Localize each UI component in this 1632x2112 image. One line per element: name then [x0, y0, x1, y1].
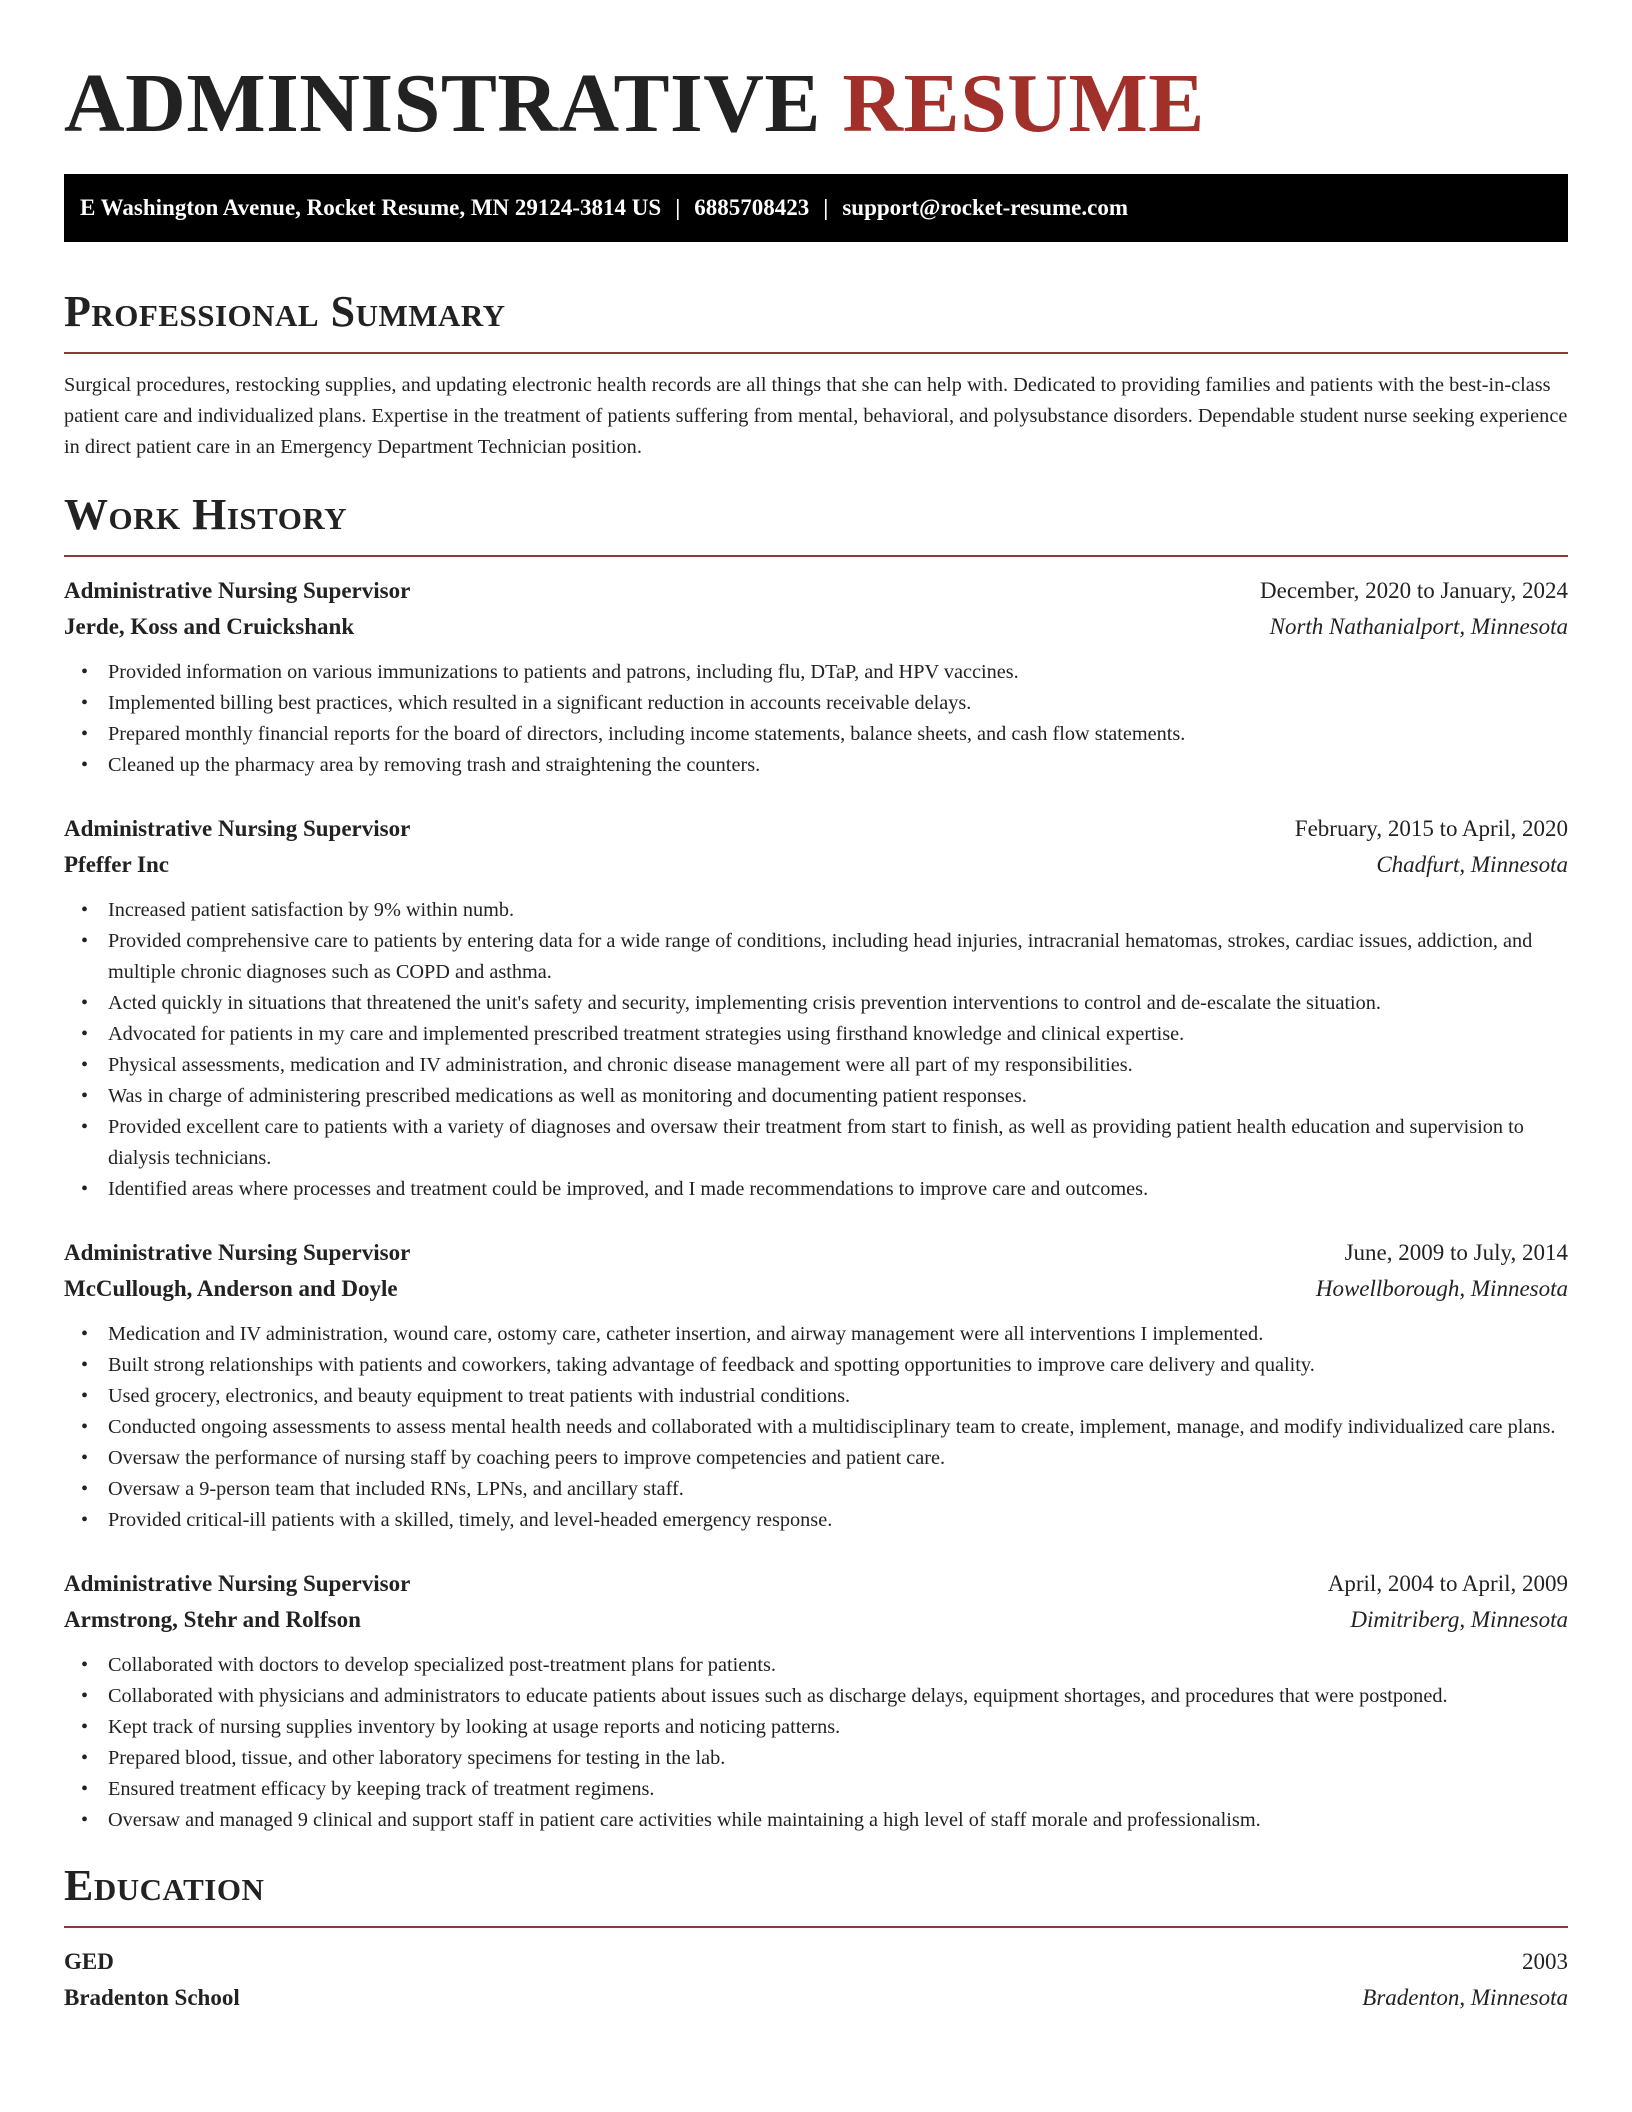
- work-history-section: [64, 489, 1568, 1836]
- list-item: • Collaborated with physicians and administrators to educate patients about issues such as discharge delays, equipment shortages, and procedures that were postponed.: [64, 1681, 1568, 1712]
- job-company-row: [64, 1602, 1568, 1638]
- education-degree: GED: [64, 1949, 114, 1974]
- job-dates: December, 2020 to January, 2024: [1260, 578, 1568, 603]
- job-bullets: [64, 1319, 1568, 1536]
- job-location: North Nathanialport, Minnesota: [1269, 614, 1568, 639]
- education-school: Bradenton School: [64, 1985, 240, 2010]
- section-heading-work-history: Work History: [64, 490, 348, 539]
- section-divider: [64, 352, 1568, 354]
- education-location: Bradenton, Minnesota: [1362, 1985, 1568, 2010]
- list-item: • Prepared monthly financial reports for the board of directors, including income statements, balance sheets, and cash flow statements.: [64, 719, 1568, 750]
- job-company: Jerde, Koss and Cruickshank: [64, 614, 355, 639]
- education-year: 2003: [1522, 1949, 1568, 1974]
- job-location: Dimitriberg, Minnesota: [1350, 1607, 1568, 1632]
- job-dates: April, 2004 to April, 2009: [1327, 1571, 1568, 1596]
- education-entry: [64, 1944, 1568, 2016]
- list-item: • Oversaw the performance of nursing staff by coaching peers to improve competencies and patient care.: [64, 1443, 1568, 1474]
- education-degree-row: [64, 1944, 1568, 1980]
- job-location: Chadfurt, Minnesota: [1376, 852, 1568, 877]
- summary-section: [64, 286, 1568, 463]
- list-item: • Oversaw and managed 9 clinical and support staff in patient care activities while maintaining a high level of staff morale and professionalism.: [64, 1805, 1568, 1836]
- list-item: • Was in charge of administering prescribed medications as well as monitoring and documenting patient responses.: [64, 1081, 1568, 1112]
- job-title: Administrative Nursing Supervisor: [64, 1571, 411, 1596]
- contact-email[interactable]: support@rocket-resume.com: [842, 195, 1128, 220]
- job-bullets: [64, 657, 1568, 781]
- job-header-row: [64, 1566, 1568, 1602]
- job-dates: February, 2015 to April, 2020: [1294, 816, 1568, 841]
- contact-separator: |: [675, 195, 681, 220]
- job-company: Pfeffer Inc: [64, 852, 169, 877]
- job-entry: [64, 1566, 1568, 1836]
- resume-title: [64, 0, 1568, 152]
- education-school-row: [64, 1980, 1568, 2016]
- title-main: ADMINISTRATIVE: [64, 57, 821, 150]
- contact-separator: |: [823, 195, 829, 220]
- job-header-row: [64, 573, 1568, 609]
- section-heading-education: Education: [64, 1861, 265, 1910]
- job-company-row: [64, 1271, 1568, 1307]
- job-bullets: [64, 1650, 1568, 1836]
- list-item: • Implemented billing best practices, which resulted in a significant reduction in accounts receivable delays.: [64, 688, 1568, 719]
- job-title: Administrative Nursing Supervisor: [64, 1240, 411, 1265]
- list-item: • Identified areas where processes and treatment could be improved, and I made recommendations to improve care and outcomes.: [64, 1174, 1568, 1205]
- job-dates: June, 2009 to July, 2014: [1344, 1240, 1568, 1265]
- job-company: Armstrong, Stehr and Rolfson: [64, 1607, 361, 1632]
- list-item: • Medication and IV administration, wound care, ostomy care, catheter insertion, and airway management were all interventions I implemented.: [64, 1319, 1568, 1350]
- job-company: McCullough, Anderson and Doyle: [64, 1276, 398, 1301]
- job-bullets: [64, 895, 1568, 1205]
- summary-text: Surgical procedures, restocking supplies, and updating electronic health records are all things that she can help with. Dedicated to providing families and patients with the best-in-class patient care and individualized plans. Expertise in the treatment of patients suffering from mental, behavioral, and polysubstance disorders. Dependable student nurse seeking experience in direct patient care in an Emergency Department Technician position.: [64, 374, 1568, 458]
- list-item: • Used grocery, electronics, and beauty equipment to treat patients with industrial conditions.: [64, 1381, 1568, 1412]
- list-item: • Physical assessments, medication and IV administration, and chronic disease management were all part of my responsibilities.: [64, 1050, 1568, 1081]
- list-item: • Provided comprehensive care to patients by entering data for a wide range of conditions, including head injuries, intracranial hematomas, strokes, cardiac issues, addiction, and multiple chronic diagnoses such as COPD and asthma.: [64, 926, 1568, 988]
- job-header-row: [64, 811, 1568, 847]
- list-item: • Provided critical-ill patients with a skilled, timely, and level-headed emergency response.: [64, 1505, 1568, 1536]
- list-item: • Increased patient satisfaction by 9% within numb.: [64, 895, 1568, 926]
- list-item: • Prepared blood, tissue, and other laboratory specimens for testing in the lab.: [64, 1743, 1568, 1774]
- education-section: [64, 1860, 1568, 2016]
- job-entry: [64, 573, 1568, 781]
- section-divider: [64, 555, 1568, 557]
- section-divider: [64, 1926, 1568, 1928]
- job-title: Administrative Nursing Supervisor: [64, 816, 411, 841]
- job-title: Administrative Nursing Supervisor: [64, 578, 411, 603]
- list-item: • Conducted ongoing assessments to assess mental health needs and collaborated with a multidisciplinary team to create, implement, manage, and modify individualized care plans.: [64, 1412, 1568, 1443]
- list-item: • Advocated for patients in my care and implemented prescribed treatment strategies using firsthand knowledge and clinical expertise.: [64, 1019, 1568, 1050]
- list-item: • Acted quickly in situations that threatened the unit's safety and security, implementing crisis prevention interventions to control and de-escalate the situation.: [64, 988, 1568, 1019]
- contact-bar: [64, 174, 1568, 242]
- list-item: • Provided excellent care to patients with a variety of diagnoses and oversaw their treatment from start to finish, as well as providing patient health education and supervision to dialysis technicians.: [64, 1112, 1568, 1174]
- list-item: • Collaborated with doctors to develop specialized post-treatment plans for patients.: [64, 1650, 1568, 1681]
- list-item: • Cleaned up the pharmacy area by removing trash and straightening the counters.: [64, 750, 1568, 781]
- job-header-row: [64, 1235, 1568, 1271]
- list-item: • Built strong relationships with patients and coworkers, taking advantage of feedback and spotting opportunities to improve care delivery and quality.: [64, 1350, 1568, 1381]
- list-item: • Oversaw a 9-person team that included RNs, LPNs, and ancillary staff.: [64, 1474, 1568, 1505]
- title-accent: RESUME: [842, 57, 1205, 150]
- job-entry: [64, 1235, 1568, 1536]
- job-company-row: [64, 847, 1568, 883]
- list-item: • Provided information on various immunizations to patients and patrons, including flu, DTaP, and HPV vaccines.: [64, 657, 1568, 688]
- section-heading-summary: Professional Summary: [64, 287, 506, 336]
- job-location: Howellborough, Minnesota: [1315, 1276, 1568, 1301]
- list-item: • Kept track of nursing supplies inventory by looking at usage reports and noticing patterns.: [64, 1712, 1568, 1743]
- contact-address: E Washington Avenue, Rocket Resume, MN 29124-3814 US: [80, 195, 662, 220]
- job-entry: [64, 811, 1568, 1205]
- job-company-row: [64, 609, 1568, 645]
- list-item: • Ensured treatment efficacy by keeping track of treatment regimens.: [64, 1774, 1568, 1805]
- contact-phone: 6885708423: [694, 195, 810, 220]
